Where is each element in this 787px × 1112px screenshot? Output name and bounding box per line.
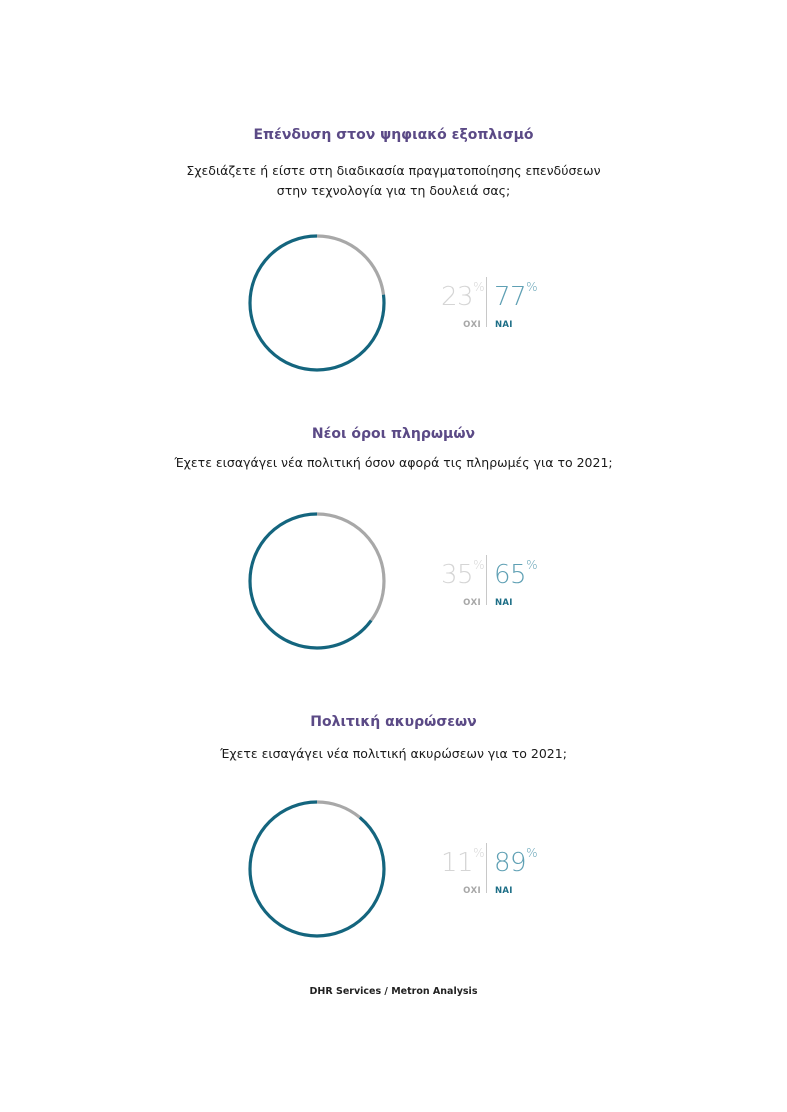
section-title: Επένδυση στον ψηφιακό εξοπλισμό <box>253 127 534 143</box>
section-title: Νέοι όροι πληρωμών <box>311 426 476 442</box>
divider <box>486 843 487 893</box>
question-text <box>60 161 727 201</box>
question-text <box>60 744 727 764</box>
stat-block <box>437 277 587 337</box>
yes-percentage: 77% <box>494 280 537 312</box>
stat-block <box>437 555 587 615</box>
divider <box>486 555 487 605</box>
question-line: Έχετε εισαγάγει νέα πολιτική όσον αφορά τις πληρωμές για το 2021; <box>174 455 613 470</box>
no-label: ΟΧΙ <box>463 320 481 330</box>
section-title: Πολιτική ακυρώσεων <box>310 714 477 730</box>
yes-label: ΝΑΙ <box>495 320 513 330</box>
donut-chart <box>247 511 387 651</box>
yes-label: ΝΑΙ <box>495 886 513 896</box>
no-percentage: 35% <box>441 558 484 590</box>
yes-label: ΝΑΙ <box>495 598 513 608</box>
question-line: Σχεδιάζετε ή είστε στη διαδικασία πραγματοποίησης επενδύσεων <box>186 163 601 178</box>
donut-chart <box>247 799 387 939</box>
source-credit: DHR Services / Metron Analysis <box>309 986 478 997</box>
stat-block <box>437 843 587 903</box>
no-percentage: 11% <box>441 846 484 878</box>
question-text <box>60 453 727 473</box>
yes-percentage: 89% <box>494 846 537 878</box>
no-label: ΟΧΙ <box>463 598 481 608</box>
yes-percentage: 65% <box>494 558 537 590</box>
no-percentage: 23% <box>441 280 484 312</box>
question-line: στην τεχνολογία για τη δουλειά σας; <box>276 183 511 198</box>
donut-segment-yes <box>250 802 384 936</box>
question-line: Έχετε εισαγάγει νέα πολιτική ακυρώσεων για το 2021; <box>220 746 567 761</box>
no-label: ΟΧΙ <box>463 886 481 896</box>
divider <box>486 277 487 327</box>
donut-chart <box>247 233 387 373</box>
